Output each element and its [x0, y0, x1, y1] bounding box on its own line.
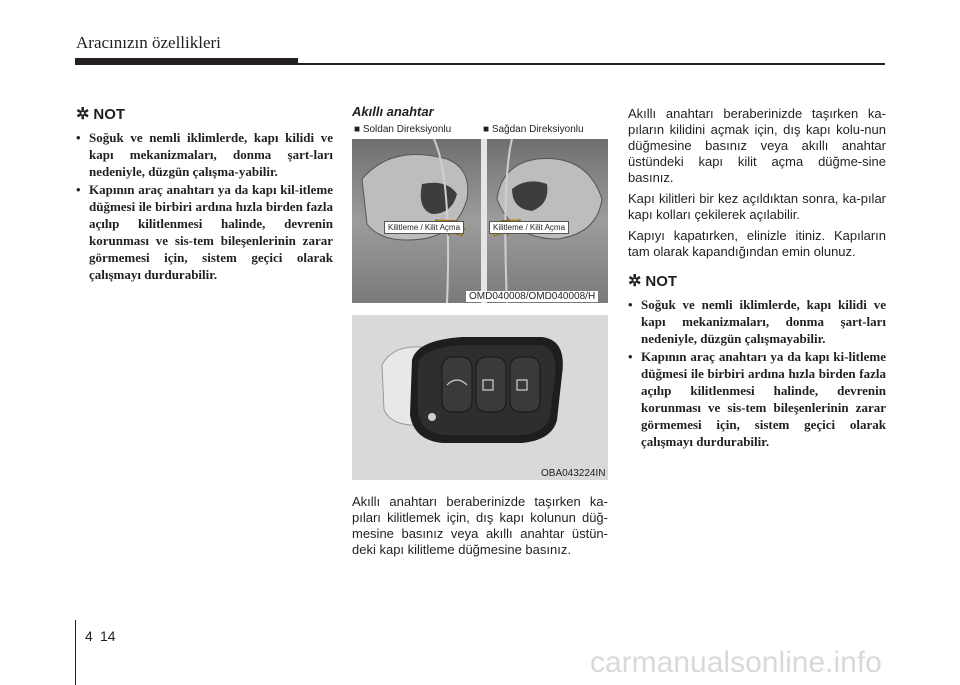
right-paragraph: Kapı kilitleri bir kez açıldıktan sonra, ka-pılar kapı kolları çekilerek açılabilir.	[628, 191, 886, 222]
note-list	[628, 296, 886, 450]
note-item: • Soğuk ve nemli iklimlerde, kapı kilidi ve kapı mekanizmaları, donma şart-ları nedeniyle, düzgün çalışmayabilir.	[628, 296, 886, 347]
header-title: Aracınızın özellikleri	[76, 33, 221, 52]
left-note	[76, 106, 333, 284]
figure-code: OBA043224IN	[541, 468, 606, 479]
figure-caption-rhd: Kilitleme / Kilit Açma	[489, 221, 569, 234]
note-list	[76, 129, 333, 283]
note-star-icon: ✲	[628, 272, 642, 290]
middle-paragraph: Akıllı anahtarı beraberinizde taşırken ka-pıları kilitlemek için, dış kapı kolunun düğ-mesine basınız veya akıllı anahtar üstün-deki kapı kilitleme düğmesine basınız.	[352, 494, 608, 557]
note-heading	[76, 106, 333, 123]
header-rule-thin	[298, 63, 885, 65]
note-item: • Soğuk ve nemli iklimlerde, kapı kilidi ve kapı mekanizmaları, donma şart-ları nedeniyle, düzgün çalışma-yabilir.	[76, 129, 333, 180]
figure-code: OMD040008/OMD040008/H	[466, 291, 598, 302]
note-item: • Kapının araç anahtarı ya da kapı kil-itleme düğmesi ile birbiri ardına hızla birden fazla açılıp kilitlenmesi halinde, devrenin korunması ve sis-tem bileşenlerinin zarar görmemesi için, sistem geçici olarak çalışmayı durdurabilir.	[76, 181, 333, 283]
note-heading-label: NOT	[93, 106, 126, 123]
smart-key-figure	[352, 315, 608, 480]
figure-label-lhd: ■ Soldan Direksiyonlu	[354, 124, 452, 135]
page-number: 14	[100, 628, 116, 644]
right-column	[628, 106, 886, 451]
note-heading	[628, 273, 886, 290]
note-item: • Kapının araç anahtarı ya da kapı ki-litleme düğmesi ile birbiri ardına hızla birden fazla açılıp kilitlenmesi halinde, devrenin korunması ve sis-tem bileşenlerinin zarar görmemesi için, sistem geçici olarak çalışmayı durdurabilir.	[628, 348, 886, 450]
section-subheading: Akıllı anahtar	[352, 104, 434, 119]
note-star-icon: ✲	[76, 105, 90, 123]
chapter-number: 4	[85, 628, 93, 644]
footer-rule	[75, 620, 76, 685]
figure-label-row	[352, 121, 608, 137]
header-rule-thick	[75, 58, 298, 65]
figure-divider	[481, 139, 487, 303]
figure-label-rhd: ■ Sağdan Direksiyonlu	[483, 124, 584, 135]
smart-key-photo	[352, 315, 608, 480]
watermark: carmanualsonline.info	[590, 646, 882, 679]
figure-caption-lhd: Kilitleme / Kilit Açma	[384, 221, 464, 234]
door-handle-figure	[352, 121, 608, 303]
note-heading-label: NOT	[645, 273, 678, 290]
right-paragraph: Akıllı anahtarı beraberinizde taşırken ka-pıların kilidini açmak için, dış kapı kolu-nun düğmesine basınız veya akıllı anahtar üstündeki kapı kilit açma düğme-sine basınız.	[628, 106, 886, 185]
right-paragraph: Kapıyı kapatırken, elinizle itiniz. Kapıların tam olarak kapandığından emin olunuz.	[628, 228, 886, 259]
